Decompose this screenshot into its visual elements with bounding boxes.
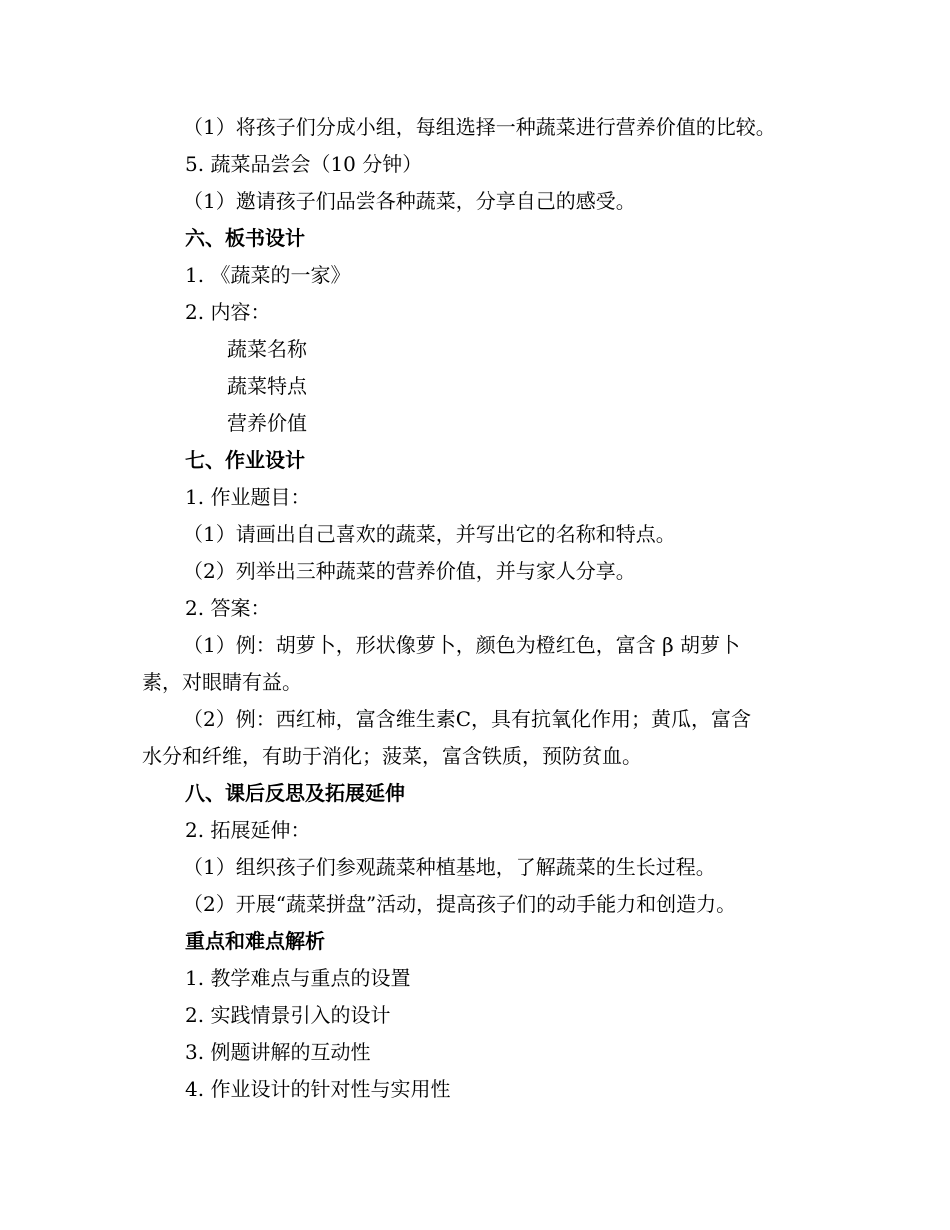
list-item: 1. 教学难点与重点的设置 [185,966,411,990]
section-heading: 八、课后反思及拓展延伸 [185,781,405,805]
list-item: 1. 作业题目： [185,485,311,509]
list-item: 2. 内容： [185,300,271,324]
paragraph-line: （1）将孩子们分成小组，每组选择一种蔬菜进行营养价值的比较。 [183,115,776,139]
sub-item: 蔬菜特点 [227,374,307,398]
list-item: 3. 例题讲解的互动性 [185,1040,371,1064]
list-item: 2. 拓展延伸： [185,818,311,842]
list-item: 2. 实践情景引入的设计 [185,1003,391,1027]
paragraph-line: （1）例：胡萝卜，形状像萝卜，颜色为橙红色，富含 β 胡萝卜 [183,633,741,657]
section-heading: 重点和难点解析 [185,929,325,953]
paragraph-line: （1）请画出自己喜欢的蔬菜，并写出它的名称和特点。 [183,522,676,546]
paragraph-line: 素，对眼睛有益。 [142,670,302,694]
paragraph-line: （1）邀请孩子们品尝各种蔬菜，分享自己的感受。 [183,189,636,213]
paragraph-line: （2）列举出三种蔬菜的营养价值，并与家人分享。 [183,559,636,583]
list-item: 4. 作业设计的针对性与实用性 [185,1077,451,1101]
paragraph-line: （2）开展“蔬菜拼盘”活动，提高孩子们的动手能力和创造力。 [183,892,737,916]
section-heading: 六、板书设计 [185,226,305,250]
list-item: 2. 答案： [185,596,271,620]
sub-item: 蔬菜名称 [227,337,307,361]
sub-item: 营养价值 [227,411,307,435]
paragraph-line: （2）例：西红柿，富含维生素C，具有抗氧化作用；黄瓜，富含 [183,707,752,731]
section-heading: 七、作业设计 [185,448,305,472]
paragraph-line: 水分和纤维，有助于消化；菠菜，富含铁质，预防贫血。 [142,744,642,768]
list-item: 1. 《蔬菜的一家》 [185,263,351,287]
paragraph-line: （1）组织孩子们参观蔬菜种植基地，了解蔬菜的生长过程。 [183,855,716,879]
list-item: 5. 蔬菜品尝会（10 分钟） [185,152,423,176]
